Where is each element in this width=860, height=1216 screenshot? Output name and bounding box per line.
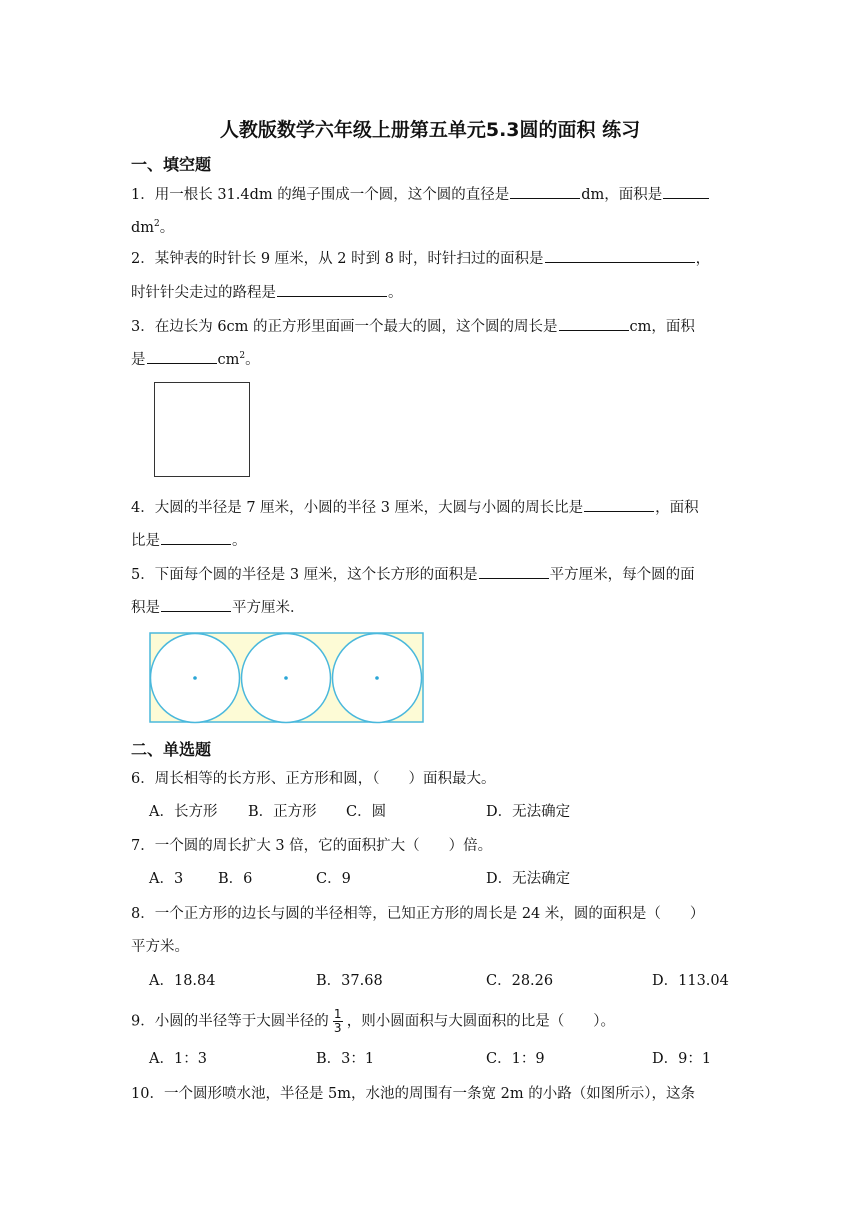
- page-title: 人教版数学六年级上册第五单元5.3圆的面积 练习: [219, 119, 641, 141]
- center-dot: [193, 676, 197, 680]
- blank[interactable]: [559, 315, 629, 331]
- center-dot: [284, 676, 288, 680]
- blank[interactable]: [479, 563, 549, 579]
- option-a[interactable]: A．3: [149, 871, 184, 887]
- three-circles-in-rectangle-figure: [149, 632, 425, 724]
- option-c[interactable]: C．28.26: [486, 973, 554, 989]
- option-a[interactable]: A．1：3: [149, 1051, 207, 1067]
- center-dot: [375, 676, 379, 680]
- option-c[interactable]: C．圆: [346, 804, 387, 820]
- question-3: 3．在边长为 6cm 的正方形里面画一个最大的圆，这个圆的周长是 cm，面积: [131, 315, 695, 336]
- option-d[interactable]: D．无法确定: [486, 871, 571, 887]
- option-c[interactable]: C．1：9: [486, 1051, 545, 1067]
- question-1: 1．用一根长 31.4dm 的绳子围成一个圆，这个圆的直径是 dm，面积是: [131, 183, 710, 204]
- option-b[interactable]: B．正方形: [248, 804, 317, 820]
- option-d[interactable]: D．9：1: [652, 1051, 712, 1067]
- blank[interactable]: [277, 281, 387, 297]
- blank[interactable]: [584, 496, 654, 512]
- section-single-choice: 二、单选题: [131, 740, 212, 759]
- question-8-cont: 平方米。: [131, 939, 189, 955]
- option-d[interactable]: D．无法确定: [486, 804, 571, 820]
- question-5-cont: 积是 平方厘米．: [131, 596, 305, 617]
- question-2-cont: 时针针尖走过的路程是 。: [131, 281, 403, 302]
- option-b[interactable]: B．6: [218, 871, 253, 887]
- option-a[interactable]: A．长方形: [149, 804, 218, 820]
- question-8: 8．一个正方形的边长与圆的半径相等，已知正方形的周长是 24 米，圆的面积是（ ）: [131, 906, 705, 922]
- question-6: 6．周长相等的长方形、正方形和圆，（ ）面积最大。: [131, 771, 496, 787]
- question-10: 10．一个圆形喷水池，半径是 5m，水池的周围有一条宽 2m 的小路（如图所示），这条: [131, 1086, 695, 1102]
- question-4: 4．大圆的半径是 7 厘米，小圆的半径 3 厘米，大圆与小圆的周长比是 ，面积: [131, 496, 699, 517]
- question-5: 5．下面每个圆的半径是 3 厘米，这个长方形的面积是 平方厘米，每个圆的面: [131, 563, 695, 584]
- question-3-cont: 是 $cm^2$。: [131, 348, 260, 369]
- option-b[interactable]: B．3：1: [316, 1051, 375, 1067]
- option-c[interactable]: C．9: [316, 871, 351, 887]
- question-7: 7．一个圆的周长扩大 3 倍，它的面积扩大（ ）倍。: [131, 838, 493, 854]
- question-1-cont: $dm^2$。: [131, 219, 175, 236]
- question-9: 9．小圆的半径等于大圆半径的 $\frac{1}{3}$ ，则小圆面积与大圆面积的比是（ ）。: [131, 1007, 615, 1035]
- blank[interactable]: [545, 247, 695, 263]
- square-figure: [154, 382, 250, 477]
- option-a[interactable]: A．18.84: [149, 973, 216, 989]
- blank[interactable]: [510, 183, 580, 199]
- blank[interactable]: [663, 183, 709, 199]
- section-fill-in: 一、填空题: [131, 155, 212, 174]
- question-4-cont: 比是 。: [131, 529, 247, 550]
- option-b[interactable]: B．37.68: [316, 973, 383, 989]
- option-d[interactable]: D．113.04: [652, 973, 729, 989]
- blank[interactable]: [161, 529, 231, 545]
- fraction-one-third: $\frac{1}{3}$: [333, 1007, 342, 1035]
- question-2: 2．某钟表的时针长 9 厘米，从 2 时到 8 时，时针扫过的面积是 ，: [131, 247, 710, 268]
- blank[interactable]: [147, 348, 217, 364]
- blank[interactable]: [161, 596, 231, 612]
